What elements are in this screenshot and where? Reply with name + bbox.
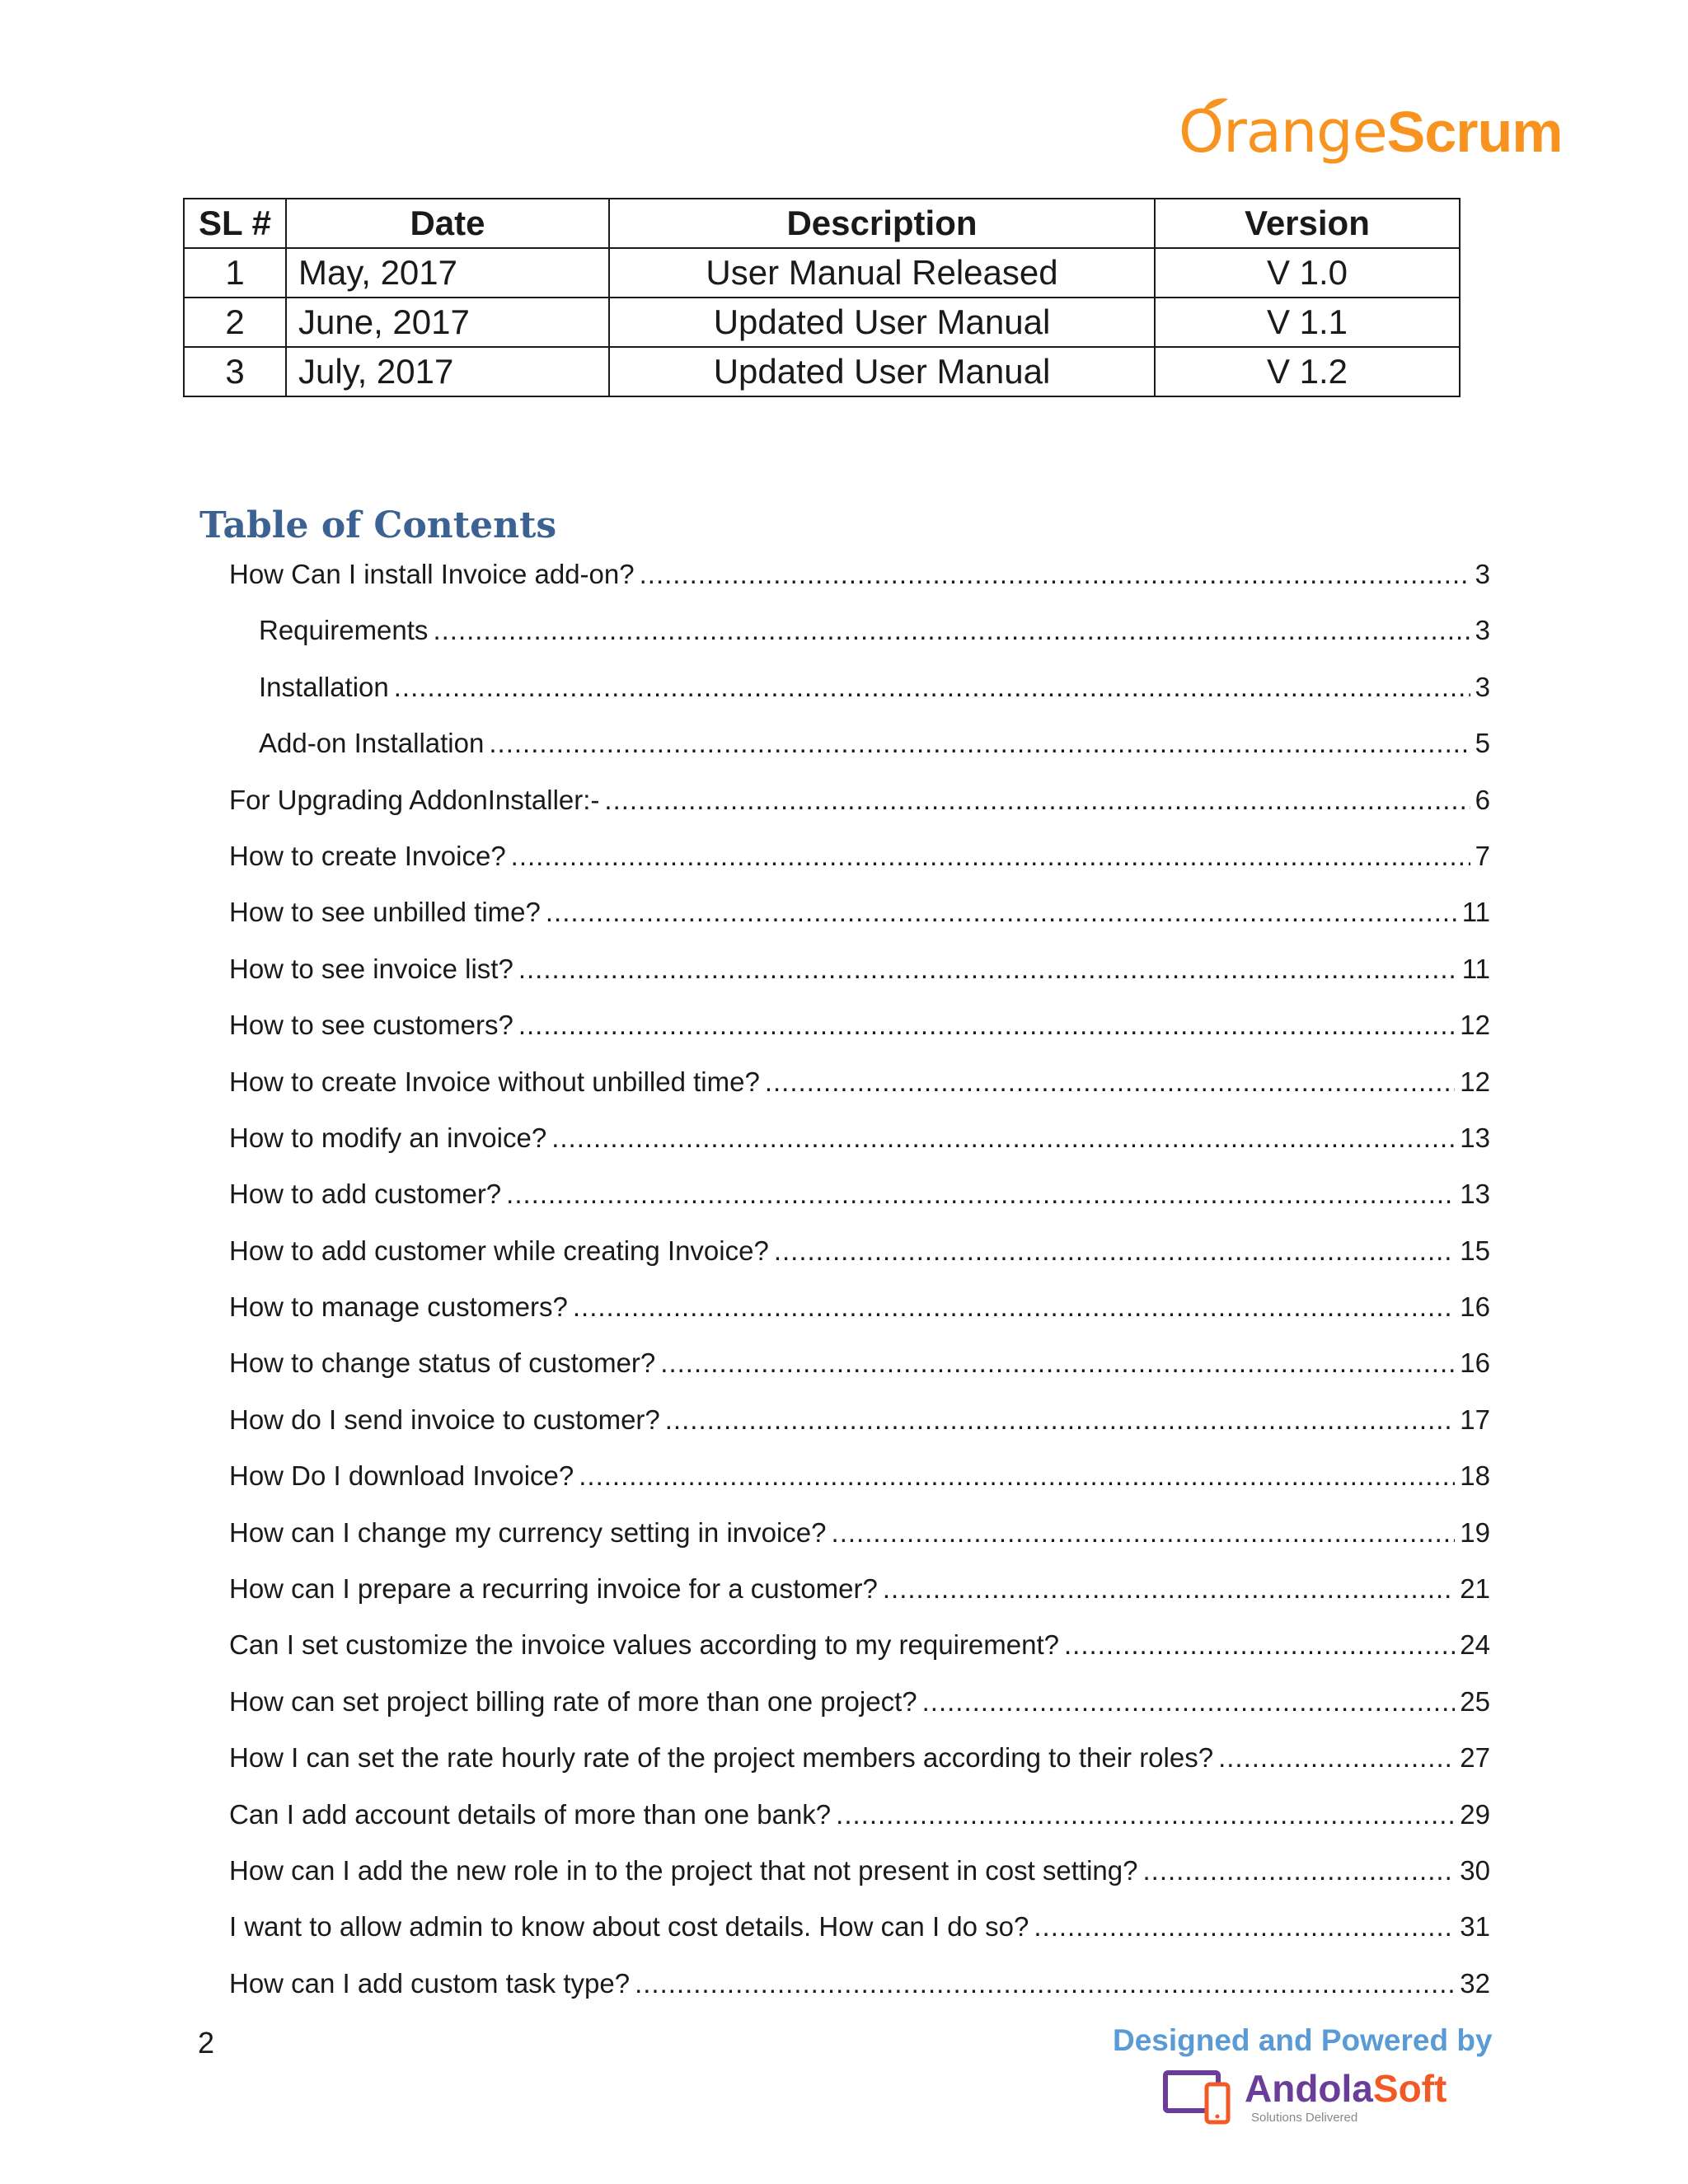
- toc-leader-dots: [511, 841, 1470, 872]
- toc-entry[interactable]: [229, 1001, 1490, 1057]
- table-row: [184, 298, 1460, 347]
- toc-entry-text: I want to allow admin to know about cost details. How can I do so?: [229, 1911, 1029, 1943]
- toc-entry-page: 6: [1475, 784, 1490, 815]
- toc-entry-text: How to modify an invoice?: [229, 1122, 547, 1153]
- toc-leader-dots: [394, 672, 1470, 703]
- toc-entry[interactable]: [229, 1283, 1490, 1339]
- toc-entry-page: 13: [1460, 1179, 1490, 1210]
- toc-entry[interactable]: [229, 888, 1490, 944]
- toc-entry[interactable]: [229, 551, 1490, 607]
- toc-entry[interactable]: [229, 607, 1490, 663]
- toc-entry-page: 3: [1475, 559, 1490, 589]
- toc-entry-text: How to add customer?: [229, 1179, 502, 1210]
- toc-entry-text: Add-on Installation: [259, 728, 485, 759]
- page-number: 2: [198, 2026, 215, 2060]
- toc-entry-page: 7: [1475, 840, 1490, 871]
- cell-date: May, 2017: [286, 248, 609, 298]
- toc-entry-text: Can I set customize the invoice values according to my requirement?: [229, 1629, 1059, 1661]
- toc-entry[interactable]: [229, 1678, 1490, 1734]
- toc-entry-text: How can I prepare a recurring invoice for a customer?: [229, 1573, 878, 1605]
- toc-leader-dots: [836, 1799, 1455, 1830]
- cell-version: V 1.2: [1155, 347, 1460, 396]
- toc-entry[interactable]: [229, 776, 1490, 832]
- toc-entry-page: 17: [1460, 1404, 1490, 1435]
- header-date: Date: [286, 199, 609, 248]
- toc-entry-text: How can I add custom task type?: [229, 1967, 631, 1999]
- cell-sl: 3: [184, 347, 286, 396]
- toc-entry-page: 16: [1460, 1291, 1490, 1323]
- toc-leader-dots: [665, 1404, 1456, 1436]
- toc-entry[interactable]: [229, 1847, 1490, 1903]
- toc-entry[interactable]: [229, 663, 1490, 719]
- toc-leader-dots: [579, 1460, 1455, 1492]
- orangescrum-logo: [1179, 92, 1563, 171]
- toc-entry-page: 19: [1460, 1516, 1490, 1548]
- toc-leader-dots: [1034, 1911, 1455, 1943]
- andolasoft-branding: [1113, 2023, 1493, 2125]
- header-sl: SL #: [184, 199, 286, 248]
- toc-entry-page: 5: [1475, 728, 1490, 759]
- toc-entry-page: 25: [1460, 1685, 1490, 1717]
- toc-leader-dots: [1218, 1742, 1455, 1774]
- toc-entry[interactable]: [229, 719, 1490, 776]
- toc-entry[interactable]: [229, 1058, 1490, 1114]
- revision-history-table: [183, 198, 1461, 397]
- toc-entry-text: How I can set the rate hourly rate of the project members according to their roles?: [229, 1742, 1214, 1774]
- toc-leader-dots: [604, 785, 1470, 816]
- toc-entry-page: 12: [1460, 1010, 1490, 1041]
- toc-leader-dots: [883, 1573, 1455, 1605]
- toc-entry-page: 3: [1475, 671, 1490, 702]
- toc-entry[interactable]: [229, 1396, 1490, 1452]
- toc-entry-text: How to add customer while creating Invoice?: [229, 1235, 769, 1266]
- toc-entry[interactable]: [229, 945, 1490, 1001]
- toc-entry-page: 11: [1461, 897, 1490, 928]
- cell-date: June, 2017: [286, 298, 609, 347]
- toc-leader-dots: [518, 1010, 1455, 1041]
- soft-text: Soft: [1372, 2067, 1447, 2110]
- toc-entry[interactable]: [229, 1565, 1490, 1621]
- header-description: Description: [609, 199, 1155, 248]
- table-header-row: [184, 199, 1460, 248]
- toc-entry-text: How to see customers?: [229, 1010, 513, 1041]
- toc-entry-text: How to see invoice list?: [229, 953, 513, 984]
- cell-description: Updated User Manual: [609, 347, 1155, 396]
- toc-entry-page: 12: [1460, 1066, 1490, 1097]
- cell-sl: 1: [184, 248, 286, 298]
- toc-entry[interactable]: [229, 1227, 1490, 1283]
- toc-entry-text: How to create Invoice without unbilled time?: [229, 1066, 760, 1097]
- logo-scrum-text: Scrum: [1386, 100, 1563, 164]
- toc-entry[interactable]: [229, 1903, 1490, 1959]
- toc-entry-text: How Can I install Invoice add-on?: [229, 559, 635, 589]
- table-row: [184, 248, 1460, 298]
- toc-entry-page: 15: [1460, 1235, 1490, 1266]
- toc-leader-dots: [774, 1235, 1455, 1267]
- cell-description: Updated User Manual: [609, 298, 1155, 347]
- toc-leader-dots: [573, 1291, 1455, 1323]
- toc-entry-text: How to create Invoice?: [229, 840, 506, 871]
- toc-leader-dots: [660, 1347, 1455, 1379]
- cell-version: V 1.0: [1155, 248, 1460, 298]
- toc-entry-page: 32: [1460, 1967, 1490, 1999]
- toc-entry-text: How to manage customers?: [229, 1291, 568, 1323]
- toc-leader-dots: [518, 954, 1457, 985]
- toc-entry-text: Can I add account details of more than one bank?: [229, 1798, 832, 1830]
- toc-entry-page: 13: [1460, 1122, 1490, 1153]
- cell-date: July, 2017: [286, 347, 609, 396]
- toc-entry-page: 24: [1460, 1629, 1490, 1661]
- toc-entry-text: How do I send invoice to customer?: [229, 1404, 660, 1435]
- toc-entry-page: 27: [1460, 1742, 1490, 1774]
- toc-entry-page: 18: [1460, 1460, 1490, 1492]
- header-version: Version: [1155, 199, 1460, 248]
- toc-entry[interactable]: [229, 1114, 1490, 1170]
- andola-text: Andola: [1245, 2067, 1373, 2110]
- toc-leader-dots: [635, 1968, 1455, 1999]
- toc-entry-page: 29: [1460, 1798, 1490, 1830]
- table-of-contents: [229, 551, 1490, 2016]
- toc-entry-page: 3: [1475, 615, 1490, 646]
- toc-leader-dots: [922, 1686, 1456, 1718]
- toc-entry-text: For Upgrading AddonInstaller:-: [229, 784, 600, 815]
- toc-leader-dots: [489, 728, 1470, 759]
- toc-entry-text: How can set project billing rate of more than one project?: [229, 1685, 917, 1717]
- toc-entry[interactable]: [229, 1791, 1490, 1847]
- toc-entry-page: 30: [1460, 1854, 1490, 1886]
- toc-entry[interactable]: [229, 1452, 1490, 1508]
- toc-leader-dots: [1143, 1855, 1456, 1886]
- toc-entry[interactable]: [229, 1509, 1490, 1565]
- logo-orange-text: Orange: [1179, 98, 1387, 166]
- toc-leader-dots: [640, 559, 1470, 590]
- toc-entry-text: How to see unbilled time?: [229, 897, 541, 928]
- toc-entry[interactable]: [229, 1621, 1490, 1677]
- toc-entry-text: Installation: [259, 671, 389, 702]
- andolasoft-logo-text: [1245, 2066, 1447, 2111]
- toc-entry-page: 31: [1460, 1911, 1490, 1943]
- toc-entry[interactable]: [229, 1960, 1490, 2016]
- devices-icon: [1162, 2068, 1236, 2125]
- toc-entry[interactable]: [229, 1170, 1490, 1226]
- powered-by-text: Designed and Powered by: [1113, 2023, 1493, 2057]
- toc-leader-dots: [832, 1517, 1456, 1549]
- cell-sl: 2: [184, 298, 286, 347]
- toc-leader-dots: [1064, 1629, 1455, 1661]
- toc-entry-text: How Do I download Invoice?: [229, 1460, 574, 1492]
- cell-description: User Manual Released: [609, 248, 1155, 298]
- toc-title: Table of Contents: [199, 504, 557, 546]
- toc-leader-dots: [551, 1122, 1455, 1154]
- logo-wordmark: [1179, 92, 1563, 171]
- tagline: Solutions Delivered: [1251, 2111, 1358, 2125]
- toc-leader-dots: [546, 897, 1457, 928]
- toc-entry-page: 11: [1461, 953, 1490, 984]
- toc-leader-dots: [433, 615, 1470, 646]
- toc-entry[interactable]: [229, 1339, 1490, 1395]
- table-row: [184, 347, 1460, 396]
- toc-entry-page: 16: [1460, 1347, 1490, 1379]
- toc-entry[interactable]: [229, 832, 1490, 888]
- toc-entry-text: Requirements: [259, 615, 429, 646]
- toc-entry-text: How can I change my currency setting in invoice?: [229, 1516, 827, 1548]
- cell-version: V 1.1: [1155, 298, 1460, 347]
- toc-leader-dots: [765, 1066, 1455, 1098]
- toc-leader-dots: [506, 1179, 1455, 1210]
- toc-entry-page: 21: [1460, 1573, 1490, 1605]
- toc-entry-text: How can I add the new role in to the project that not present in cost setting?: [229, 1854, 1138, 1886]
- toc-entry-text: How to change status of customer?: [229, 1347, 656, 1379]
- toc-entry[interactable]: [229, 1734, 1490, 1790]
